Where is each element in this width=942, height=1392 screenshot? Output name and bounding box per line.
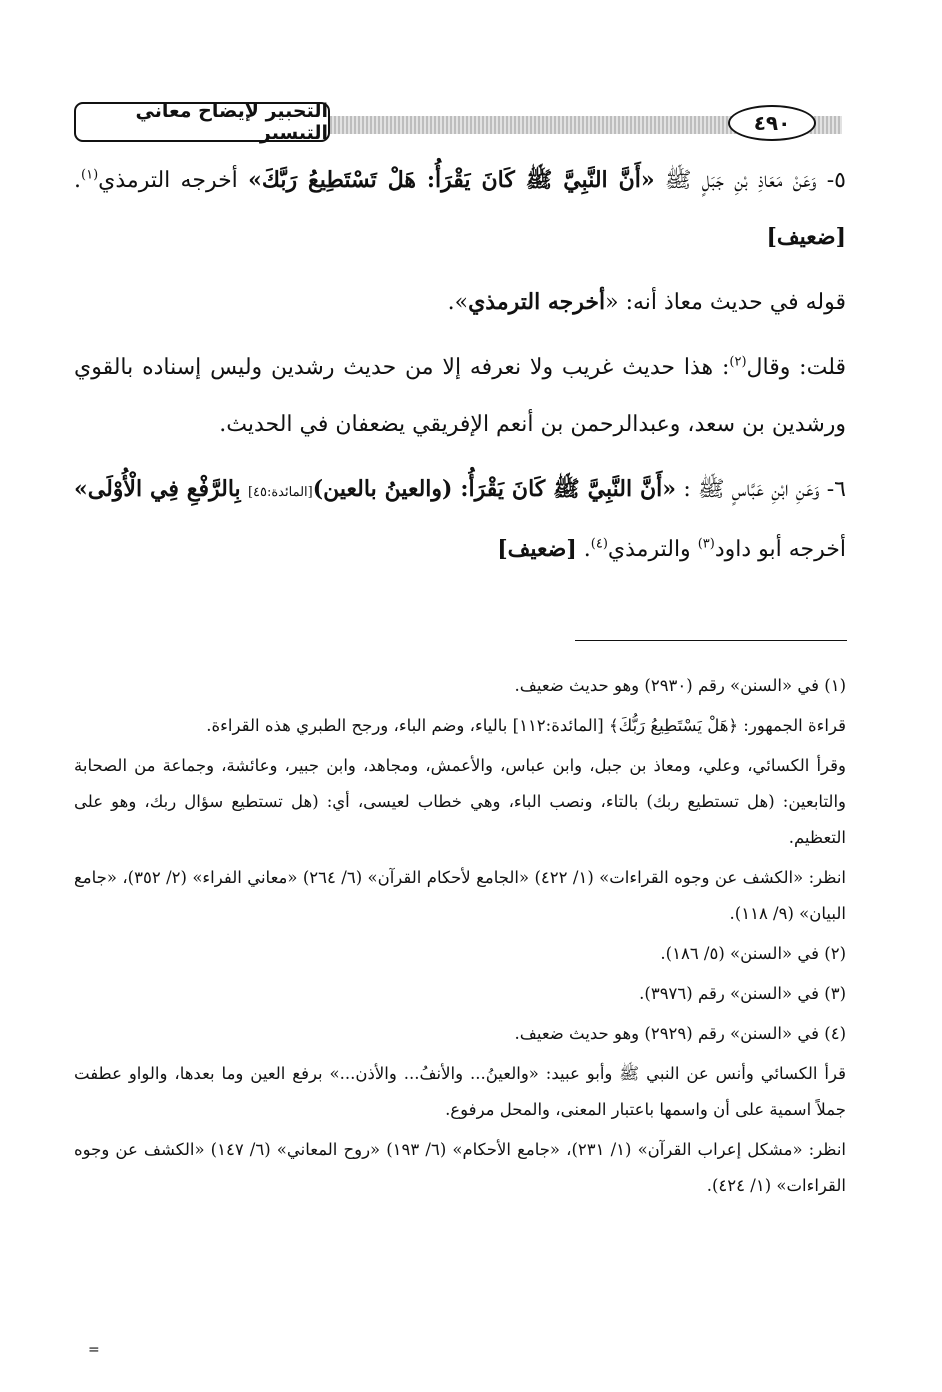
hadith-6-narrator: ٦- وَعَنِ ابْنِ عَبَّاسٍ ﷺ : — [683, 477, 846, 502]
page-number: ٤٩٠ — [728, 105, 816, 141]
commentary-1-intro: قوله في حديث معاذ أنه: « — [605, 290, 846, 315]
footnote-divider — [575, 640, 847, 641]
main-text — [74, 152, 846, 586]
hadith-6 — [74, 461, 846, 578]
hadith-6-quran-ref: [المائدة:٤٥] — [247, 485, 313, 500]
hadith-6-period: . — [583, 537, 591, 562]
footnote-3: (٣) في «السنن» رقم (٣٩٧٦). — [639, 984, 846, 1003]
hadith-5-grade: [ضعيف] — [766, 224, 846, 250]
hadith-5-period: . — [74, 168, 81, 193]
hadith-5-text: «أَنَّ النَّبِيَّ ﷺ كَانَ يَقْرَأُ: هَلْ تَسْتَطِيعُ رَبَّكَ» — [248, 167, 655, 193]
footnote-2: (٢) في «السنن» (٥/ ١٨٦). — [660, 944, 846, 963]
hadith-5-source: أخرجه الترمذي — [98, 168, 238, 193]
footnote-ref-2: (٢) — [729, 354, 747, 370]
commentary-1-quote: أخرجه الترمذي — [468, 289, 606, 315]
hadith-6-source-1: أخرجه أبو داود — [714, 537, 846, 562]
commentary-1-end: ». — [447, 290, 469, 315]
hadith-6-source-2: والترمذي — [607, 537, 691, 562]
footnote-4-refs: انظر: «مشكل إعراب القرآن» (١/ ٢٣١)، «جامع الأحكام» (٦/ ١٩٣) «روح المعاني» (٦/ ١٤٧) «الكشف عن وجوه القراءات» (١/ ٤٢٤). — [74, 1140, 847, 1195]
commentary-1 — [74, 274, 846, 331]
footnote-1-variant: وقرأ الكسائي، وعلي، ومعاذ بن جبل، وابن عباس، والأعمش، ومجاهد، وابن جبير، وعائشة، وجماعة من الصحابة والتابعين: (هل تستطيع ربك) بالتاء، ونصب الباء، وهي خطاب لعيسى، أي: (هل تستطيع سؤال ربك، وهو على التعظيم. — [74, 756, 846, 847]
footnote-1-reading: قراءة الجمهور: ﴿هَلْ يَسْتَطِيعُ رَبُّكَ﴾ [المائدة:١١٢] بالياء، وضم الباء، ورجح الطبري هذه القراءة. — [206, 716, 846, 735]
footnote-1: (١) في «السنن» رقم (٢٩٣٠) وهو حديث ضعيف. — [514, 676, 846, 695]
hadith-6-grade: [ضعيف] — [497, 536, 577, 562]
footnote-ref-3: (٣) — [697, 536, 715, 552]
commentary-2-intro: قلت: وقال — [746, 355, 846, 380]
hadith-6-text: «أَنَّ النَّبِيَّ ﷺ كَانَ يَقْرَأُ: (والعينُ بالعين) — [312, 476, 677, 502]
hadith-5-narrator: ٥- وَعَنْ مَعَاذِ بْنِ جَبَلٍ ﷺ — [664, 168, 846, 193]
page-mark: = — [88, 1342, 100, 1358]
footnote-4-reading: قرأ الكسائي وأنس عن النبي ﷺ وأبو عبيد: «والعينُ... والأنفُ... والأذن...» برفع العين وما بعدها، والواو عطفت جملاً اسمية على أن واسمها باعتبار المعنى، والمحل مرفوع. — [74, 1064, 846, 1119]
commentary-2-text: : هذا حديث غريب ولا نعرفه إلا من حديث رشدين وليس إسناده بالقوي ورشدين بن سعد، وعبدالرحمن بن أنعم الإفريقي يضعفان في الحديث. — [74, 355, 846, 437]
footnote-ref-1: (١) — [81, 167, 99, 183]
hadith-5 — [74, 152, 846, 266]
commentary-2 — [74, 339, 846, 453]
footnotes — [74, 668, 846, 1208]
page-header — [74, 100, 842, 150]
hadith-6-text-end: بِالرَّفْعِ فِي الْأُوْلَى» — [74, 476, 241, 502]
footnote-1-refs: انظر: «الكشف عن وجوه القراءات» (١/ ٤٢٢) «الجامع لأحكام القرآن» (٦/ ٢٦٤) «معاني الفراء» (٢/ ٣٥٢)، «جامع البيان» (٩/ ١١٨). — [74, 868, 846, 923]
footnote-ref-4: (٤) — [590, 536, 608, 552]
book-title: التحبير لإيضاح معاني التيسير — [74, 102, 330, 142]
footnote-4: (٤) في «السنن» رقم (٢٩٢٩) وهو حديث ضعيف. — [514, 1024, 846, 1043]
